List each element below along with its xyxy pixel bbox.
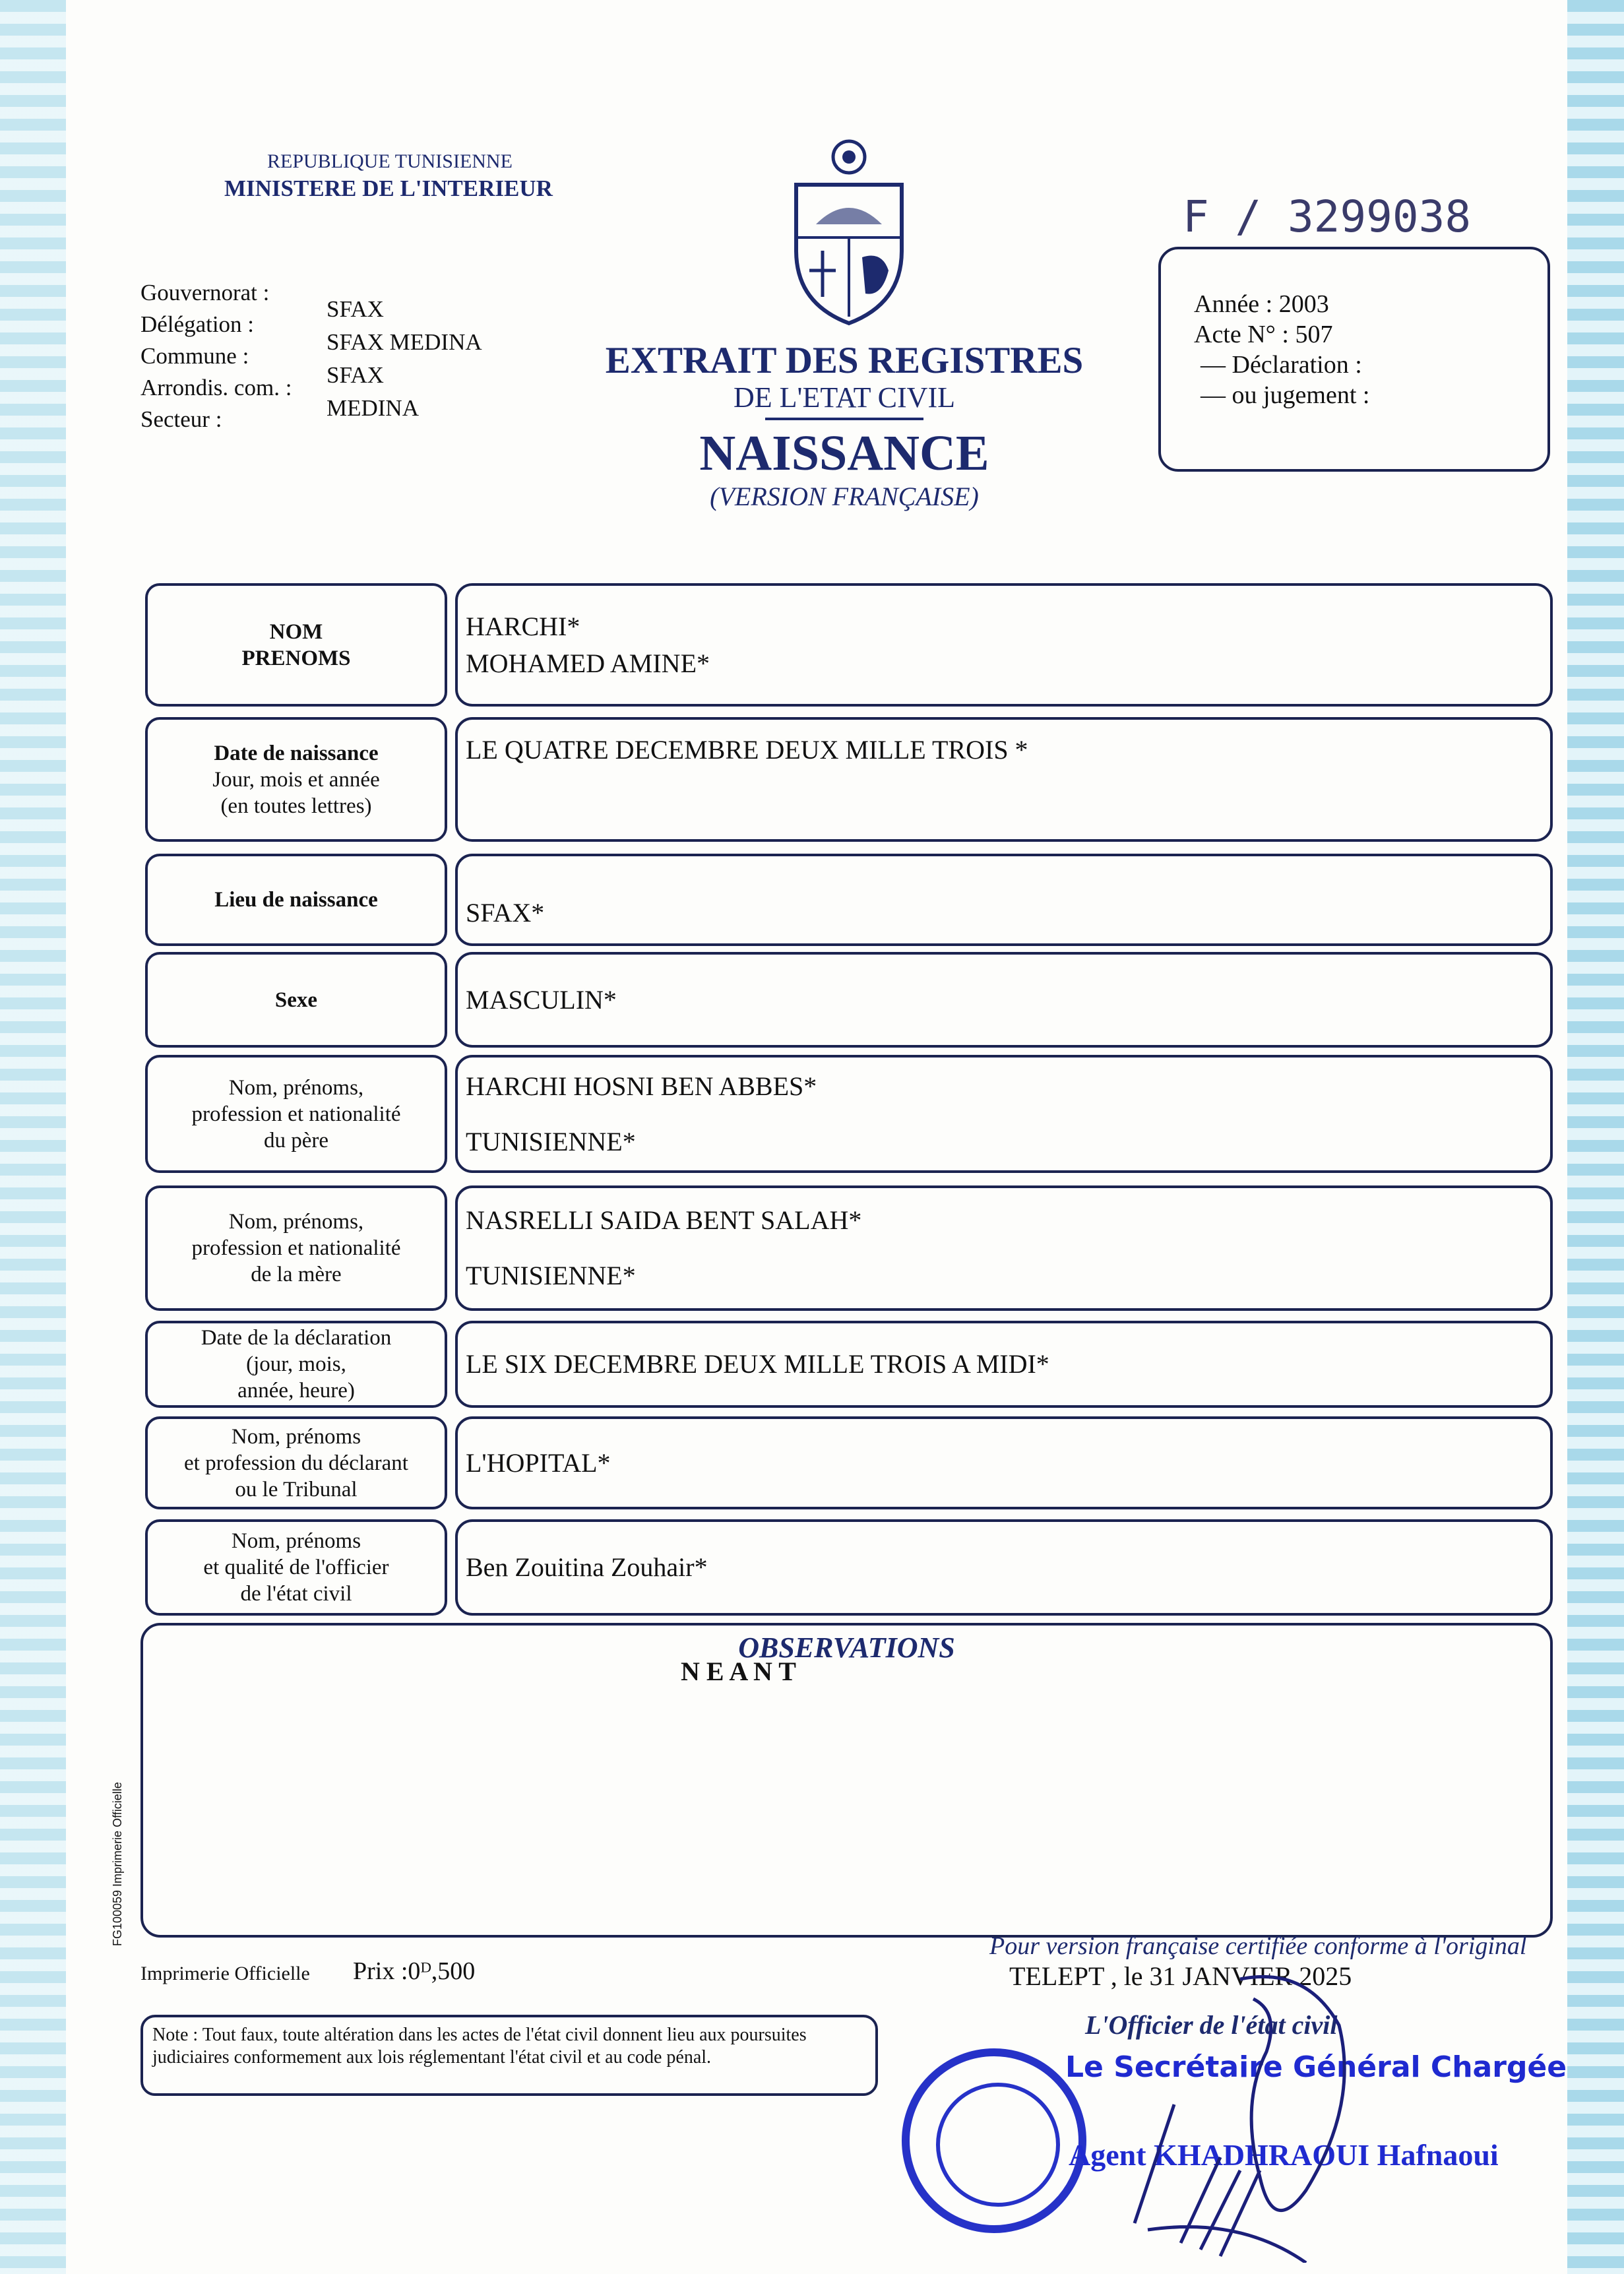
ministry-label: MINISTERE DE L'INTERIEUR xyxy=(224,175,553,201)
row-value xyxy=(455,854,1553,946)
label-gouvernorat: Gouvernorat : xyxy=(141,280,270,305)
year-value: 2003 xyxy=(1278,290,1329,318)
row-value xyxy=(455,952,1553,1048)
observations-box xyxy=(141,1623,1553,1938)
row-value-line: L'HOPITAL* xyxy=(466,1447,611,1478)
row-label-line: Lieu de naissance xyxy=(214,888,378,912)
price-label: Prix :0ᴰ,500 xyxy=(353,1957,476,1985)
row-value xyxy=(455,1321,1553,1408)
row-label xyxy=(145,583,447,707)
row-value-line: TUNISIENNE* xyxy=(466,1126,636,1156)
row-label xyxy=(145,854,447,946)
observations-value: N E A N T xyxy=(681,1657,796,1686)
signatory-name: Agent KHADHRAOUI Hafnaoui xyxy=(1069,2138,1499,2172)
serial-number: F / 3299038 xyxy=(1183,191,1472,242)
row-label-line: du père xyxy=(263,1128,329,1153)
label-secteur: Secteur : xyxy=(141,406,222,432)
row-name xyxy=(145,583,1553,707)
act-number-value: 507 xyxy=(1295,321,1333,348)
row-declarant xyxy=(145,1416,1553,1509)
value-delegation: SFAX MEDINA xyxy=(327,329,482,355)
document-title xyxy=(515,340,1174,512)
security-border-left xyxy=(0,0,66,2274)
title-version: (VERSION FRANÇAISE) xyxy=(710,482,979,511)
row-label-line: Jour, mois et année xyxy=(212,767,380,792)
row-value-line: TUNISIENNE* xyxy=(466,1261,636,1290)
row-father xyxy=(145,1055,1553,1173)
title-main: NAISSANCE xyxy=(699,426,989,481)
legal-note: Note : Tout faux, toute altération dans les actes de l'état civil donnent lieu aux poursuites judiciaires conformement aux lois réglementant l'état civil et au code pénal. xyxy=(141,2015,878,2096)
security-border-right xyxy=(1567,0,1624,2274)
row-label-line: année, heure) xyxy=(237,1379,355,1403)
declaration-label: — Déclaration : xyxy=(1201,351,1362,379)
row-label-line: de la mère xyxy=(251,1263,342,1286)
row-label-line: NOM xyxy=(269,619,323,644)
row-officer xyxy=(145,1519,1553,1616)
row-label xyxy=(145,1416,447,1509)
row-label xyxy=(145,1185,447,1311)
row-label-line: de l'état civil xyxy=(240,1582,352,1606)
row-label-line: Date de naissance xyxy=(214,741,379,765)
coat-of-arms-icon xyxy=(783,139,915,330)
printer-label: Imprimerie Officielle xyxy=(141,1963,310,1984)
row-value-line: NASRELLI SAIDA BENT SALAH* xyxy=(466,1205,862,1235)
location-values xyxy=(327,293,482,425)
row-label-line: profession et nationalité xyxy=(191,1236,401,1260)
row-value-line: MOHAMED AMINE* xyxy=(466,648,710,678)
row-value xyxy=(455,1519,1553,1616)
handwritten-signature xyxy=(1108,1973,1412,2263)
act-info-box xyxy=(1158,247,1550,472)
row-label xyxy=(145,1055,447,1173)
row-value xyxy=(455,1416,1553,1509)
title-line2: DE L'ETAT CIVIL xyxy=(734,381,955,414)
observations-title: OBSERVATIONS xyxy=(738,1631,955,1664)
row-label-line: (en toutes lettres) xyxy=(220,794,372,818)
row-sex xyxy=(145,952,1553,1048)
row-birth-date xyxy=(145,717,1553,842)
row-value-line: MASCULIN* xyxy=(466,984,617,1015)
row-value-line: HARCHI* xyxy=(466,611,580,641)
row-value xyxy=(455,717,1553,842)
republic-label: REPUBLIQUE TUNISIENNE xyxy=(267,150,513,172)
officer-title: L'Officier de l'état civil xyxy=(1085,2010,1338,2040)
act-number-label: Acte N° : xyxy=(1194,321,1289,348)
row-label-line: PRENOMS xyxy=(241,646,351,670)
row-label xyxy=(145,1519,447,1616)
row-declaration-date xyxy=(145,1321,1553,1408)
place-date: TELEPT , le 31 JANVIER 2025 xyxy=(1009,1961,1352,1991)
judgment-label: — ou jugement : xyxy=(1201,381,1370,409)
row-value xyxy=(455,583,1553,707)
row-label-line: Nom, prénoms, xyxy=(228,1075,364,1100)
label-commune: Commune : xyxy=(141,343,249,369)
signatory-title: Le Secrétaire Général Chargée xyxy=(1065,2050,1567,2084)
year-label: Année : xyxy=(1194,290,1273,318)
row-label-line: profession et nationalité xyxy=(191,1102,401,1126)
row-label-line: Nom, prénoms xyxy=(231,1529,361,1553)
row-value xyxy=(455,1185,1553,1311)
row-value-line: Ben Zouitina Zouhair* xyxy=(466,1552,708,1582)
title-divider xyxy=(765,418,923,420)
row-value-line: LE QUATRE DECEMBRE DEUX MILLE TROIS * xyxy=(466,735,1028,765)
row-label xyxy=(145,1321,447,1408)
row-label-line: ou le Tribunal xyxy=(235,1477,358,1501)
row-mother xyxy=(145,1185,1553,1311)
row-value-line: HARCHI HOSNI BEN ABBES* xyxy=(466,1071,817,1101)
row-label-line: Nom, prénoms xyxy=(231,1424,361,1449)
location-labels xyxy=(141,277,292,435)
value-gouvernorat: SFAX xyxy=(327,296,384,322)
row-label-line: Date de la déclaration xyxy=(201,1326,392,1350)
row-label xyxy=(145,717,447,842)
row-value xyxy=(455,1055,1553,1173)
stamp-emblem xyxy=(936,2083,1060,2207)
title-line1: EXTRAIT DES REGISTRES xyxy=(605,340,1084,381)
value-secteur: MEDINA xyxy=(327,395,419,421)
label-arrondissement: Arrondis. com. : xyxy=(141,375,292,400)
label-delegation: Délégation : xyxy=(141,311,255,337)
official-stamp xyxy=(902,2048,1086,2233)
row-label-line: Nom, prénoms, xyxy=(228,1210,364,1234)
row-label-line: et profession du déclarant xyxy=(184,1451,408,1475)
row-birth-place xyxy=(145,854,1553,946)
row-label-line: Sexe xyxy=(274,988,318,1012)
row-value-line: LE SIX DECEMBRE DEUX MILLE TROIS A MIDI* xyxy=(466,1349,1049,1379)
row-value-line: SFAX* xyxy=(466,898,545,928)
row-label-line: (jour, mois, xyxy=(246,1352,346,1376)
side-print-code: FG100059 Imprimerie Officielle xyxy=(111,1782,124,1946)
value-commune: SFAX xyxy=(327,362,384,388)
row-label xyxy=(145,952,447,1048)
row-label-line: et qualité de l'officier xyxy=(203,1556,389,1579)
certified-label: Pour version française certifiée conforme à l'original xyxy=(989,1932,1527,1960)
